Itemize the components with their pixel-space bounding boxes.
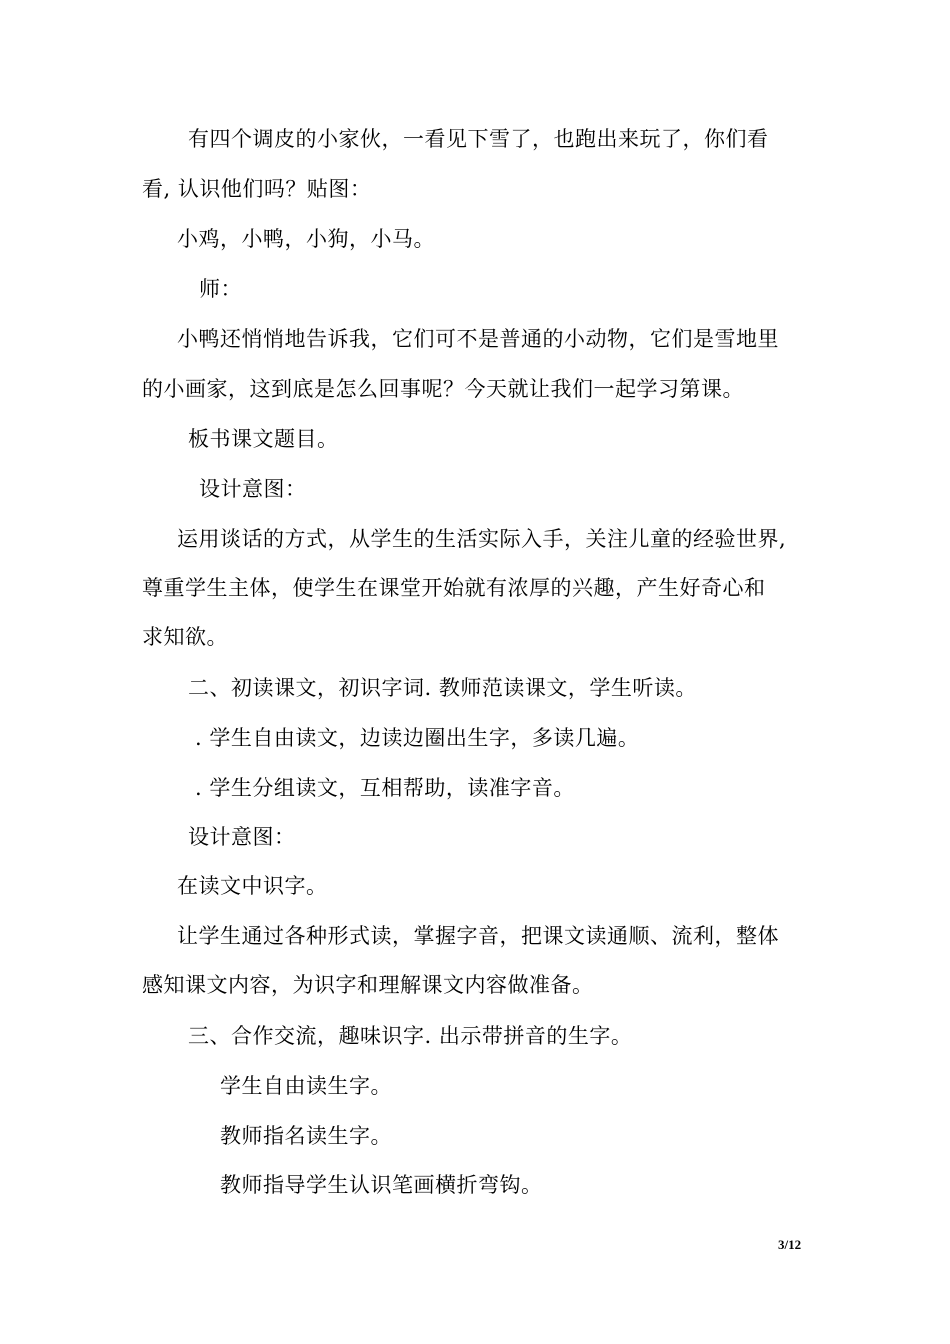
text-line: 板书课文题目。: [188, 427, 339, 451]
text-line: 设计意图：: [199, 477, 307, 501]
text-line: 求知欲。: [142, 625, 228, 649]
text-line: 设计意图：: [188, 825, 296, 849]
text-line: 在读文中识字。: [177, 874, 328, 898]
text-line: 教师指名读生字。: [220, 1124, 392, 1148]
text-line: 尊重学生主体，使学生在课堂开始就有浓厚的兴趣，产生好奇心和: [142, 576, 766, 600]
page-number: 3/12: [778, 1237, 802, 1252]
text-line: 师：: [199, 277, 242, 301]
text-line: 学生自由读生字。: [220, 1074, 392, 1098]
text-line: 感知课文内容，为识字和理解课文内容做准备。: [142, 973, 594, 997]
text-line: 三、合作交流，趣味识字. 出示带拼音的生字。: [188, 1024, 633, 1048]
text-line: 小鸡，小鸭，小狗，小马。: [177, 227, 435, 251]
text-line: 有四个调皮的小家伙，一看见下雪了，也跑出来玩了，你们看: [188, 127, 769, 151]
text-line: . 学生自由读文，边读边圈出生字，多读几遍。: [195, 726, 640, 750]
text-line: 教师指导学生认识笔画横折弯钩。: [220, 1173, 543, 1197]
text-line: 二、初读课文，初识字词. 教师范读课文，学生听读。: [188, 676, 697, 700]
text-line: 看, 认识他们吗？贴图：: [142, 177, 372, 201]
text-line: 让学生通过各种形式读，掌握字音，把课文读通顺、流利，整体: [177, 924, 779, 948]
text-line: 的小画家，这到底是怎么回事呢？今天就让我们一起学习第课。: [142, 377, 744, 401]
text-line: 运用谈话的方式，从学生的生活实际入手，关注儿童的经验世界,: [177, 527, 787, 551]
text-line: . 学生分组读文，互相帮助，读准字音。: [195, 776, 575, 800]
text-line: 小鸭还悄悄地告诉我，它们可不是普通的小动物，它们是雪地里: [177, 327, 779, 351]
